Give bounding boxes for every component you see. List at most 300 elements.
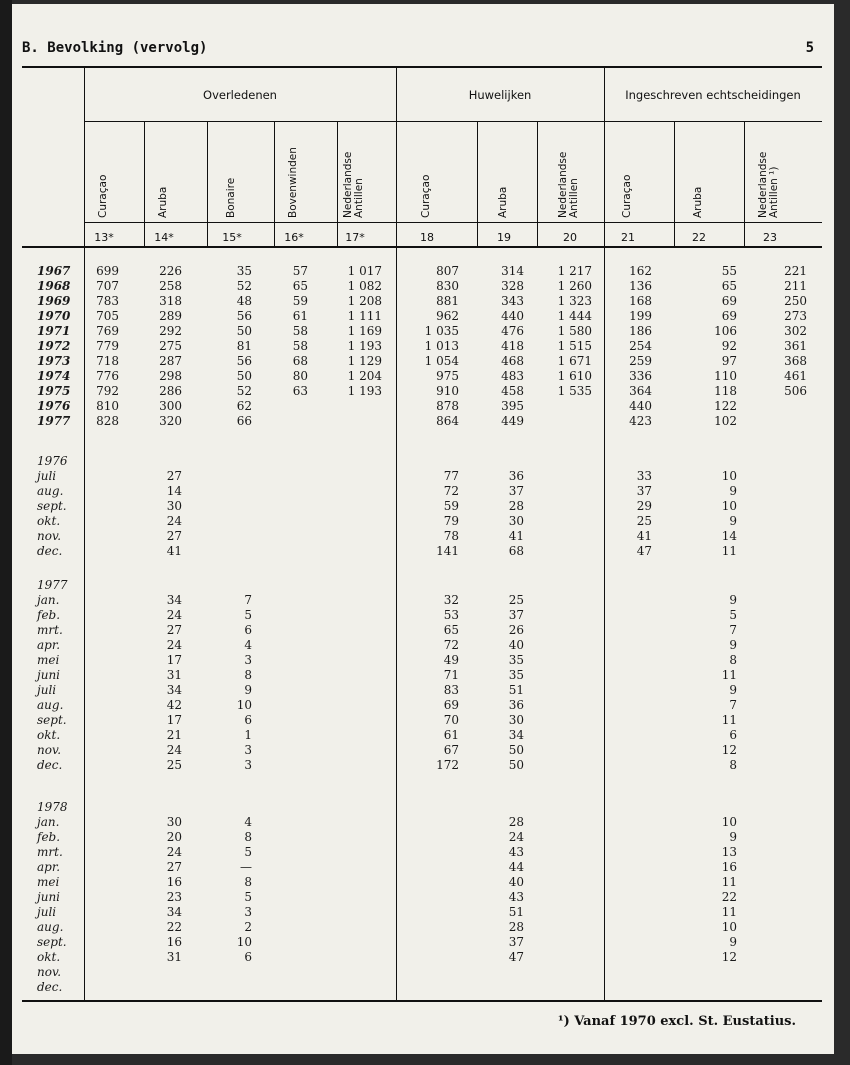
column-number: 14* (154, 231, 174, 244)
table-cell: 1 580 (557, 324, 592, 338)
table-cell: 3 (244, 758, 252, 772)
table-cell: 9 (729, 638, 737, 652)
table-cell: 136 (629, 279, 652, 293)
table-cell: 9 (729, 935, 737, 949)
col-divider (477, 121, 478, 248)
table-cell: 273 (784, 309, 807, 323)
column-header-label: Nederlandse Antillen (342, 151, 365, 218)
table-cell: 61 (443, 728, 459, 742)
row-label: jan. (37, 593, 60, 607)
table-cell: 7 (729, 698, 737, 712)
table-cell: 1 193 (347, 339, 382, 353)
table-cell: 41 (508, 529, 524, 543)
table-cell: 71 (443, 668, 459, 682)
table-cell: 55 (721, 264, 737, 278)
table-cell: 24 (166, 845, 182, 859)
table-cell: 42 (166, 698, 182, 712)
table-cell: 418 (501, 339, 524, 353)
table-cell: 705 (96, 309, 119, 323)
table-cell: 1 035 (424, 324, 459, 338)
row-label: 1970 (37, 309, 71, 323)
row-label: okt. (37, 728, 61, 742)
table-cell: 343 (501, 294, 524, 308)
table-cell: 61 (292, 309, 308, 323)
table-cell: 292 (159, 324, 182, 338)
table-cell: 56 (236, 309, 252, 323)
table-cell: 449 (501, 414, 524, 428)
row-label: 1974 (37, 369, 71, 383)
table-cell: 24 (166, 608, 182, 622)
table-cell: 47 (636, 544, 652, 558)
table-cell: 23 (166, 890, 182, 904)
column-header-label: Aruba (497, 186, 509, 218)
table-cell: 110 (714, 369, 737, 383)
row-label: 1973 (37, 354, 71, 368)
table-cell: 22 (721, 890, 737, 904)
table-cell: 11 (721, 544, 737, 558)
table-cell: 3 (244, 905, 252, 919)
group-header-overleden: Overledenen (203, 88, 277, 102)
table-cell: 106 (714, 324, 737, 338)
table-cell: 910 (436, 384, 459, 398)
table-cell: 48 (236, 294, 252, 308)
column-header-label: Aruba (157, 186, 169, 218)
table-cell: 28 (508, 815, 524, 829)
table-cell: 830 (436, 279, 459, 293)
table-cell: 8 (244, 875, 252, 889)
table-cell: 72 (443, 638, 459, 652)
row-label: 1977 (37, 578, 68, 592)
table-cell: 35 (508, 668, 524, 682)
row-label: aug. (37, 698, 64, 712)
table-cell: 162 (629, 264, 652, 278)
table-cell: 9 (729, 593, 737, 607)
table-cell: 37 (508, 608, 524, 622)
table-cell: 50 (508, 743, 524, 757)
table-cell: 368 (784, 354, 807, 368)
table-cell: 275 (159, 339, 182, 353)
table-cell: 707 (96, 279, 119, 293)
row-label: apr. (37, 860, 61, 874)
table-cell: 81 (236, 339, 252, 353)
table-cell: 31 (166, 668, 182, 682)
table-cell: 25 (636, 514, 652, 528)
header-bottom-rule (22, 246, 822, 248)
table-cell: 50 (236, 324, 252, 338)
row-label: 1977 (37, 414, 71, 428)
table-cell: 49 (443, 653, 459, 667)
section-title: B. Bevolking (vervolg) (22, 40, 208, 56)
table-cell: 51 (508, 905, 524, 919)
table-cell: 9 (729, 484, 737, 498)
table-cell: 30 (166, 815, 182, 829)
table-cell: 34 (508, 728, 524, 742)
row-label: okt. (37, 514, 61, 528)
table-cell: 16 (721, 860, 737, 874)
table-cell: 35 (236, 264, 252, 278)
table-cell: 1 (244, 728, 252, 742)
table-cell: 10 (721, 499, 737, 513)
row-label: 1976 (37, 454, 68, 468)
col-divider (674, 121, 675, 248)
row-label: 1978 (37, 800, 68, 814)
table-cell: 10 (721, 469, 737, 483)
table-cell: 24 (508, 830, 524, 844)
table-cell: 30 (166, 499, 182, 513)
table-cell: 17 (166, 713, 182, 727)
table-cell: 8 (244, 830, 252, 844)
row-label: nov. (37, 743, 62, 757)
table-cell: 1 204 (347, 369, 382, 383)
row-label: sept. (37, 499, 67, 513)
table-cell: 1 260 (557, 279, 592, 293)
table-cell: 1 082 (347, 279, 382, 293)
table-cell: 483 (501, 369, 524, 383)
column-number: 23 (763, 231, 777, 244)
col-divider (537, 121, 538, 248)
table-cell: 102 (714, 414, 737, 428)
row-label: sept. (37, 935, 67, 949)
table-cell: 328 (501, 279, 524, 293)
table-cell: 5 (244, 845, 252, 859)
table-cell: 22 (166, 920, 182, 934)
table-cell: 5 (244, 890, 252, 904)
table-cell: 50 (236, 369, 252, 383)
col-divider (274, 121, 275, 248)
table-cell: 3 (244, 743, 252, 757)
row-label: nov. (37, 529, 62, 543)
table-cell: 199 (629, 309, 652, 323)
table-cell: 32 (443, 593, 459, 607)
table-cell: 50 (508, 758, 524, 772)
row-label: 1976 (37, 399, 71, 413)
stub-divider (84, 68, 85, 1000)
table-cell: 364 (629, 384, 652, 398)
table-cell: 44 (508, 860, 524, 874)
table-cell: 79 (443, 514, 459, 528)
row-label: nov. (37, 965, 62, 979)
row-label: mrt. (37, 623, 63, 637)
table-cell: 14 (166, 484, 182, 498)
table-cell: 440 (629, 399, 652, 413)
table-cell: 7 (244, 593, 252, 607)
table-cell: 40 (508, 638, 524, 652)
table-cell: 33 (636, 469, 652, 483)
table-cell: 506 (784, 384, 807, 398)
table-cell: 11 (721, 713, 737, 727)
column-number: 16* (284, 231, 304, 244)
table-cell: 962 (436, 309, 459, 323)
table-bottom-rule (22, 1000, 822, 1002)
row-label: aug. (37, 484, 64, 498)
col-divider (744, 121, 745, 248)
table-cell: 12 (721, 743, 737, 757)
row-label: dec. (37, 980, 63, 994)
table-cell: 57 (292, 264, 308, 278)
column-number: 13* (94, 231, 114, 244)
column-header-label: Nederlandse Antillen (557, 151, 580, 218)
table-cell: 1 217 (557, 264, 592, 278)
table-cell: 34 (166, 593, 182, 607)
table-cell: 141 (436, 544, 459, 558)
table-cell: 779 (96, 339, 119, 353)
table-cell: 302 (784, 324, 807, 338)
table-cell: 66 (236, 414, 252, 428)
table-cell: 16 (166, 935, 182, 949)
group-rule (84, 121, 822, 122)
table-cell: 92 (721, 339, 737, 353)
table-cell: 27 (166, 469, 182, 483)
table-cell: 2 (244, 920, 252, 934)
table-cell: 458 (501, 384, 524, 398)
table-cell: 1 323 (557, 294, 592, 308)
table-cell: 11 (721, 905, 737, 919)
table-cell: 11 (721, 668, 737, 682)
group-divider (396, 68, 397, 1000)
table-cell: 34 (166, 905, 182, 919)
table-cell: 8 (729, 758, 737, 772)
table-cell: 1 013 (424, 339, 459, 353)
row-label: 1969 (37, 294, 71, 308)
row-label: aug. (37, 920, 64, 934)
table-cell: 37 (508, 935, 524, 949)
table-cell: 881 (436, 294, 459, 308)
table-cell: 423 (629, 414, 652, 428)
row-label: mei (37, 653, 60, 667)
table-cell: 36 (508, 698, 524, 712)
row-label: juni (37, 668, 61, 682)
row-label: juli (37, 469, 57, 483)
page-sheet (12, 4, 834, 1054)
table-cell: 69 (721, 309, 737, 323)
table-cell: 1 671 (557, 354, 592, 368)
table-cell: 4 (244, 638, 252, 652)
table-cell: 41 (636, 529, 652, 543)
table-cell: 300 (159, 399, 182, 413)
table-cell: 1 054 (424, 354, 459, 368)
row-label: jan. (37, 815, 60, 829)
column-header-label: Bonaire (225, 177, 237, 218)
table-cell: 72 (443, 484, 459, 498)
table-cell: 4 (244, 815, 252, 829)
column-number: 19 (497, 231, 511, 244)
table-cell: 28 (508, 499, 524, 513)
row-label: juni (37, 890, 61, 904)
table-cell: 718 (96, 354, 119, 368)
table-cell: 289 (159, 309, 182, 323)
table-cell: 810 (96, 399, 119, 413)
table-cell: 7 (729, 623, 737, 637)
table-cell: 51 (508, 683, 524, 697)
column-header-label: Curaçao (621, 174, 633, 218)
table-cell: 769 (96, 324, 119, 338)
table-cell: 97 (721, 354, 737, 368)
table-cell: 11 (721, 875, 737, 889)
column-number: 22 (692, 231, 706, 244)
table-cell: 9 (729, 683, 737, 697)
table-cell: 59 (292, 294, 308, 308)
table-cell: 20 (166, 830, 182, 844)
table-cell: 783 (96, 294, 119, 308)
table-cell: 12 (721, 950, 737, 964)
table-cell: 9 (729, 830, 737, 844)
table-cell: 168 (629, 294, 652, 308)
table-cell: 10 (721, 920, 737, 934)
table-cell: 77 (443, 469, 459, 483)
table-cell: 63 (292, 384, 308, 398)
page-number: 5 (805, 40, 814, 56)
table-cell: 1 610 (557, 369, 592, 383)
table-cell: 6 (244, 623, 252, 637)
table-cell: 17 (166, 653, 182, 667)
row-label: mrt. (37, 845, 63, 859)
table-cell: 68 (508, 544, 524, 558)
table-cell: 122 (714, 399, 737, 413)
group-header-echtscheidingen: Ingeschreven echtscheidingen (625, 88, 801, 102)
table-cell: 58 (292, 324, 308, 338)
table-cell: 361 (784, 339, 807, 353)
table-cell: 1 169 (347, 324, 382, 338)
table-cell: 1 017 (347, 264, 382, 278)
table-cell: 40 (508, 875, 524, 889)
row-label: dec. (37, 544, 63, 558)
col-divider (337, 121, 338, 248)
table-cell: 792 (96, 384, 119, 398)
table-cell: 440 (501, 309, 524, 323)
table-cell: 27 (166, 623, 182, 637)
table-cell: 41 (166, 544, 182, 558)
row-label: 1971 (37, 324, 71, 338)
column-number: 18 (420, 231, 434, 244)
row-label: 1975 (37, 384, 71, 398)
table-cell: 27 (166, 529, 182, 543)
table-cell: 30 (508, 713, 524, 727)
table-cell: 336 (629, 369, 652, 383)
table-cell: 1 535 (557, 384, 592, 398)
table-cell: 476 (501, 324, 524, 338)
row-label: juli (37, 905, 57, 919)
group-header-huwelijken: Huwelijken (468, 88, 532, 102)
table-cell: 21 (166, 728, 182, 742)
table-cell: 258 (159, 279, 182, 293)
table-cell: 52 (236, 279, 252, 293)
table-cell: 43 (508, 845, 524, 859)
table-cell: 226 (159, 264, 182, 278)
table-cell: 1 129 (347, 354, 382, 368)
table-cell: 24 (166, 514, 182, 528)
table-cell: 320 (159, 414, 182, 428)
table-cell: 62 (236, 399, 252, 413)
table-cell: 37 (508, 484, 524, 498)
table-cell: 287 (159, 354, 182, 368)
table-cell: 52 (236, 384, 252, 398)
table-cell: 70 (443, 713, 459, 727)
table-cell: 26 (508, 623, 524, 637)
table-cell: 65 (443, 623, 459, 637)
table-cell: 29 (636, 499, 652, 513)
table-cell: 828 (96, 414, 119, 428)
table-cell: 37 (636, 484, 652, 498)
table-cell: — (240, 860, 252, 874)
table-cell: 776 (96, 369, 119, 383)
table-cell: 80 (292, 369, 308, 383)
column-header-label: Aruba (692, 186, 704, 218)
label-rule (84, 222, 822, 223)
table-cell: 69 (443, 698, 459, 712)
table-cell: 250 (784, 294, 807, 308)
table-cell: 254 (629, 339, 652, 353)
column-header-label: Curaçao (97, 174, 109, 218)
table-cell: 28 (508, 920, 524, 934)
table-cell: 36 (508, 469, 524, 483)
table-cell: 9 (729, 514, 737, 528)
column-number: 17* (345, 231, 365, 244)
table-cell: 318 (159, 294, 182, 308)
table-cell: 259 (629, 354, 652, 368)
table-cell: 1 444 (557, 309, 592, 323)
table-cell: 31 (166, 950, 182, 964)
table-cell: 25 (508, 593, 524, 607)
table-cell: 10 (721, 815, 737, 829)
row-label: 1968 (37, 279, 71, 293)
table-cell: 53 (443, 608, 459, 622)
table-cell: 699 (96, 264, 119, 278)
table-cell: 8 (729, 653, 737, 667)
table-cell: 6 (244, 950, 252, 964)
table-cell: 59 (443, 499, 459, 513)
table-cell: 43 (508, 890, 524, 904)
table-cell: 24 (166, 743, 182, 757)
column-header-label: Nederlandse Antillen ¹) (757, 151, 780, 218)
table-cell: 395 (501, 399, 524, 413)
table-cell: 68 (292, 354, 308, 368)
column-number: 20 (563, 231, 577, 244)
table-cell: 461 (784, 369, 807, 383)
table-cell: 6 (729, 728, 737, 742)
table-cell: 47 (508, 950, 524, 964)
table-cell: 186 (629, 324, 652, 338)
table-cell: 211 (784, 279, 807, 293)
row-label: okt. (37, 950, 61, 964)
table-cell: 807 (436, 264, 459, 278)
table-cell: 10 (236, 698, 252, 712)
table-cell: 298 (159, 369, 182, 383)
table-cell: 118 (714, 384, 737, 398)
row-label: mei (37, 875, 60, 889)
column-header-label: Bovenwinden (287, 147, 299, 218)
table-cell: 1 111 (347, 309, 382, 323)
column-number: 15* (222, 231, 242, 244)
table-cell: 221 (784, 264, 807, 278)
table-cell: 78 (443, 529, 459, 543)
table-cell: 314 (501, 264, 524, 278)
column-header-label: Curaçao (420, 174, 432, 218)
table-cell: 65 (292, 279, 308, 293)
table-cell: 468 (501, 354, 524, 368)
table-cell: 65 (721, 279, 737, 293)
top-rule (22, 66, 822, 68)
table-cell: 1 515 (557, 339, 592, 353)
table-cell: 6 (244, 713, 252, 727)
table-cell: 30 (508, 514, 524, 528)
table-cell: 3 (244, 653, 252, 667)
table-cell: 1 208 (347, 294, 382, 308)
table-cell: 25 (166, 758, 182, 772)
table-cell: 878 (436, 399, 459, 413)
table-cell: 9 (244, 683, 252, 697)
col-divider (144, 121, 145, 248)
table-cell: 975 (436, 369, 459, 383)
